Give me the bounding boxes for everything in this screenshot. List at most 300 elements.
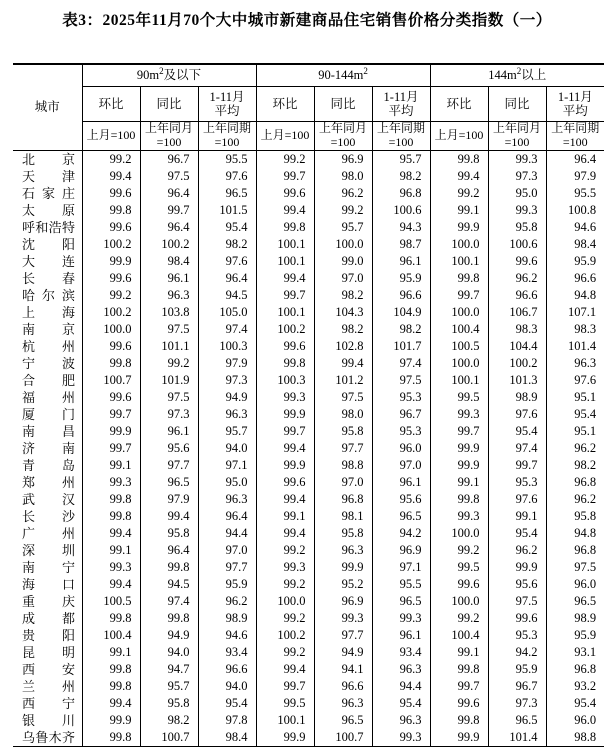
superscript-2: 2 (159, 66, 164, 77)
value-cell: 94.2 (488, 644, 546, 661)
sub-header-mom: 环比 (256, 87, 314, 122)
value-cell: 94.8 (546, 287, 604, 304)
value-cell: 97.0 (372, 457, 430, 474)
value-cell: 100.1 (256, 253, 314, 270)
value-cell: 99.9 (82, 712, 140, 729)
value-cell: 95.9 (372, 270, 430, 287)
header-row-base (13, 122, 604, 151)
table-row (13, 168, 604, 185)
value-cell: 99.8 (430, 661, 488, 678)
value-cell: 97.6 (198, 168, 256, 185)
value-cell: 99.4 (256, 440, 314, 457)
value-cell: 99.8 (256, 355, 314, 372)
value-cell: 99.0 (314, 253, 372, 270)
city-name: 太原 (22, 203, 75, 218)
value-cell: 95.7 (140, 678, 198, 695)
city-cell (13, 151, 82, 169)
value-cell: 95.0 (488, 185, 546, 202)
value-cell: 100.5 (430, 338, 488, 355)
value-cell: 97.7 (140, 457, 198, 474)
value-cell: 95.1 (546, 423, 604, 440)
value-cell: 96.9 (372, 542, 430, 559)
city-cell (13, 661, 82, 678)
value-cell: 96.3 (314, 542, 372, 559)
value-cell: 99.2 (314, 202, 372, 219)
value-cell: 99.8 (82, 661, 140, 678)
city-name: 天津 (22, 169, 75, 184)
value-cell: 95.9 (488, 661, 546, 678)
table-row (13, 304, 604, 321)
value-cell: 100.2 (256, 627, 314, 644)
sub-header-mom: 环比 (82, 87, 140, 122)
value-cell: 96.3 (372, 661, 430, 678)
value-cell: 95.4 (488, 525, 546, 542)
value-cell: 93.1 (546, 644, 604, 661)
table-row (13, 389, 604, 406)
value-cell: 97.4 (198, 321, 256, 338)
value-cell: 100.0 (430, 304, 488, 321)
base-header-prev-month: 上月=100 (430, 122, 488, 151)
value-cell: 99.6 (256, 338, 314, 355)
value-cell: 99.5 (430, 389, 488, 406)
value-cell: 99.4 (82, 695, 140, 712)
value-cell: 94.0 (198, 678, 256, 695)
value-cell: 99.6 (256, 185, 314, 202)
value-cell: 97.0 (198, 542, 256, 559)
value-cell: 96.3 (140, 287, 198, 304)
city-name: 北京 (22, 152, 75, 167)
value-cell: 96.4 (198, 508, 256, 525)
city-cell (13, 372, 82, 389)
value-cell: 96.2 (546, 491, 604, 508)
value-cell: 100.7 (140, 729, 198, 747)
value-cell: 99.8 (82, 678, 140, 695)
city-name: 上海 (22, 305, 75, 320)
value-cell: 99.3 (82, 559, 140, 576)
value-cell: 96.0 (372, 440, 430, 457)
value-cell: 94.5 (140, 576, 198, 593)
value-cell: 97.9 (198, 355, 256, 372)
table-row (13, 202, 604, 219)
table-row (13, 627, 604, 644)
value-cell: 95.6 (372, 491, 430, 508)
value-cell: 100.1 (430, 253, 488, 270)
value-cell: 96.8 (546, 474, 604, 491)
value-cell: 99.4 (82, 525, 140, 542)
city-name: 南京 (22, 322, 75, 337)
city-cell (13, 474, 82, 491)
city-cell (13, 338, 82, 355)
table-row (13, 457, 604, 474)
value-cell: 99.4 (140, 508, 198, 525)
value-cell: 107.1 (546, 304, 604, 321)
value-cell: 94.4 (198, 525, 256, 542)
table-row (13, 491, 604, 508)
value-cell: 95.4 (198, 219, 256, 236)
value-cell: 98.2 (372, 321, 430, 338)
city-name: 重庆 (22, 594, 75, 609)
city-cell (13, 491, 82, 508)
value-cell: 97.7 (314, 440, 372, 457)
value-cell: 101.3 (488, 372, 546, 389)
value-cell: 99.7 (430, 678, 488, 695)
value-cell: 95.1 (546, 389, 604, 406)
value-cell: 102.8 (314, 338, 372, 355)
table-body (13, 151, 604, 747)
city-cell (13, 253, 82, 270)
table-row (13, 321, 604, 338)
table-row (13, 695, 604, 712)
value-cell: 99.8 (430, 270, 488, 287)
table-header (13, 64, 604, 151)
city-name: 兰州 (22, 679, 75, 694)
city-cell (13, 168, 82, 185)
table-row (13, 644, 604, 661)
city-name: 深圳 (22, 543, 75, 558)
value-cell: 97.6 (488, 406, 546, 423)
value-cell: 97.3 (488, 695, 546, 712)
value-cell: 99.3 (256, 389, 314, 406)
value-cell: 94.9 (198, 389, 256, 406)
value-cell: 97.3 (140, 406, 198, 423)
city-cell (13, 236, 82, 253)
superscript-2: 2 (516, 66, 522, 77)
value-cell: 96.2 (488, 270, 546, 287)
value-cell: 99.7 (256, 168, 314, 185)
value-cell: 105.0 (198, 304, 256, 321)
table-row (13, 559, 604, 576)
table-row (13, 151, 604, 169)
value-cell: 94.0 (140, 644, 198, 661)
value-cell: 94.8 (546, 525, 604, 542)
value-cell: 99.2 (256, 576, 314, 593)
value-cell: 94.0 (198, 440, 256, 457)
value-cell: 99.8 (430, 712, 488, 729)
value-cell: 97.3 (198, 372, 256, 389)
value-cell: 96.3 (314, 695, 372, 712)
value-cell: 95.3 (488, 627, 546, 644)
value-cell: 99.6 (82, 389, 140, 406)
value-cell: 99.8 (82, 202, 140, 219)
value-cell: 99.6 (488, 253, 546, 270)
value-cell: 99.9 (430, 457, 488, 474)
value-cell: 100.2 (488, 355, 546, 372)
value-cell: 97.9 (546, 168, 604, 185)
base-header-same-period-last-year: 上年同期 =100 (198, 122, 256, 151)
city-cell (13, 678, 82, 695)
value-cell: 94.6 (198, 627, 256, 644)
value-cell: 96.6 (372, 287, 430, 304)
value-cell: 96.7 (140, 151, 198, 169)
value-cell: 99.2 (82, 287, 140, 304)
value-cell: 100.2 (82, 304, 140, 321)
value-cell: 100.2 (140, 236, 198, 253)
city-name: 福州 (22, 390, 75, 405)
value-cell: 93.2 (546, 678, 604, 695)
value-cell: 99.2 (140, 355, 198, 372)
group-header-90-and-below: $90m^2$及以下 (82, 64, 256, 87)
value-cell: 98.2 (314, 321, 372, 338)
base-header-prev-month: 上月=100 (82, 122, 140, 151)
value-cell: 99.4 (430, 168, 488, 185)
base-header-same-period-last-year: 上年同期 =100 (372, 122, 430, 151)
value-cell: 99.8 (82, 610, 140, 627)
value-cell: 99.2 (256, 644, 314, 661)
city-cell (13, 542, 82, 559)
value-cell: 99.1 (488, 508, 546, 525)
value-cell: 100.3 (198, 338, 256, 355)
value-cell: 100.1 (256, 712, 314, 729)
value-cell: 95.8 (314, 423, 372, 440)
value-cell: 95.8 (140, 525, 198, 542)
value-cell: 95.3 (372, 389, 430, 406)
value-cell: 99.7 (256, 678, 314, 695)
value-cell: 99.7 (256, 423, 314, 440)
value-cell: 99.3 (488, 151, 546, 169)
value-cell: 98.8 (314, 457, 372, 474)
table-row (13, 287, 604, 304)
value-cell: 99.3 (372, 610, 430, 627)
value-cell: 103.8 (140, 304, 198, 321)
value-cell: 98.4 (198, 729, 256, 747)
value-cell: 98.8 (546, 729, 604, 747)
value-cell: 99.5 (430, 559, 488, 576)
value-cell: 97.4 (488, 440, 546, 457)
value-cell: 95.9 (546, 627, 604, 644)
value-cell: 99.7 (82, 406, 140, 423)
value-cell: 99.9 (430, 440, 488, 457)
value-cell: 97.3 (488, 168, 546, 185)
value-cell: 100.4 (430, 627, 488, 644)
city-name: 广州 (22, 526, 75, 541)
value-cell: 99.2 (430, 610, 488, 627)
value-cell: 96.2 (198, 593, 256, 610)
value-cell: 99.4 (256, 525, 314, 542)
city-name: 厦门 (22, 407, 75, 422)
value-cell: 96.5 (488, 712, 546, 729)
city-name: 合肥 (22, 373, 75, 388)
table-row (13, 253, 604, 270)
value-cell: 99.4 (256, 270, 314, 287)
city-cell (13, 508, 82, 525)
value-cell: 104.4 (488, 338, 546, 355)
value-cell: 94.6 (546, 219, 604, 236)
value-cell: 99.4 (256, 661, 314, 678)
city-cell (13, 695, 82, 712)
city-name: 大连 (22, 254, 75, 269)
value-cell: 99.6 (82, 270, 140, 287)
value-cell: 97.5 (140, 389, 198, 406)
page-title: 表3：2025年11月70个大中城市新建商品住宅销售价格分类指数（一） (62, 12, 552, 29)
value-cell: 99.2 (430, 542, 488, 559)
value-cell: 97.1 (198, 457, 256, 474)
table-row (13, 338, 604, 355)
sub-header-yoy: 同比 (314, 87, 372, 122)
value-cell: 98.9 (546, 610, 604, 627)
city-name: 海口 (22, 577, 75, 592)
value-cell: 99.6 (82, 219, 140, 236)
value-cell: 96.1 (372, 253, 430, 270)
value-cell: 97.6 (488, 491, 546, 508)
value-cell: 93.4 (198, 644, 256, 661)
value-cell: 99.6 (256, 474, 314, 491)
value-cell: 100.0 (314, 236, 372, 253)
value-cell: 95.4 (198, 695, 256, 712)
value-cell: 96.4 (198, 270, 256, 287)
city-name: 西安 (22, 662, 75, 677)
value-cell: 97.5 (140, 168, 198, 185)
value-cell: 96.8 (372, 185, 430, 202)
value-cell: 98.4 (140, 253, 198, 270)
city-name: 银川 (22, 713, 75, 728)
city-cell (13, 644, 82, 661)
value-cell: 96.5 (372, 508, 430, 525)
city-cell (13, 627, 82, 644)
value-cell: 99.3 (82, 474, 140, 491)
value-cell: 96.7 (372, 406, 430, 423)
value-cell: 100.0 (430, 236, 488, 253)
city-name: 南宁 (22, 560, 75, 575)
base-header-same-period-last-year: 上年同期 =100 (546, 122, 604, 151)
city-name: 西宁 (22, 696, 75, 711)
sub-header-yoy: 同比 (488, 87, 546, 122)
value-cell: 94.1 (314, 661, 372, 678)
value-cell: 99.7 (488, 457, 546, 474)
value-cell: 100.1 (256, 304, 314, 321)
value-cell: 99.4 (82, 576, 140, 593)
value-cell: 95.6 (488, 576, 546, 593)
group-header-90-144: $90-144m^2$ (256, 64, 430, 87)
city-name: 贵阳 (22, 628, 75, 643)
value-cell: 96.6 (488, 287, 546, 304)
table-row (13, 542, 604, 559)
value-cell: 99.2 (256, 542, 314, 559)
value-cell: 96.5 (314, 712, 372, 729)
city-name: 郑州 (22, 475, 75, 490)
value-cell: 100.0 (430, 593, 488, 610)
city-cell (13, 423, 82, 440)
value-cell: 98.4 (546, 236, 604, 253)
value-cell: 98.2 (372, 168, 430, 185)
table-row (13, 185, 604, 202)
value-cell: 96.7 (488, 678, 546, 695)
city-name: 昆明 (22, 645, 75, 660)
value-cell: 96.6 (198, 661, 256, 678)
value-cell: 95.4 (546, 695, 604, 712)
value-cell: 97.5 (314, 389, 372, 406)
value-cell: 95.7 (198, 423, 256, 440)
value-cell: 95.5 (372, 576, 430, 593)
value-cell: 100.8 (546, 202, 604, 219)
table-row (13, 474, 604, 491)
value-cell: 99.1 (430, 202, 488, 219)
city-name: 武汉 (22, 492, 75, 507)
value-cell: 96.8 (546, 542, 604, 559)
table-row (13, 610, 604, 627)
value-cell: 100.3 (256, 372, 314, 389)
table-row (13, 508, 604, 525)
city-cell (13, 712, 82, 729)
value-cell: 96.5 (372, 593, 430, 610)
value-cell: 96.6 (546, 270, 604, 287)
city-cell (13, 729, 82, 747)
value-cell: 96.0 (546, 712, 604, 729)
value-cell: 95.4 (372, 695, 430, 712)
value-cell: 97.4 (372, 355, 430, 372)
value-cell: 100.2 (256, 321, 314, 338)
value-cell: 96.1 (140, 270, 198, 287)
value-cell: 100.0 (430, 525, 488, 542)
value-cell: 99.8 (82, 491, 140, 508)
city-name: 石家庄 (22, 186, 75, 201)
value-cell: 96.4 (546, 151, 604, 169)
value-cell: 95.4 (488, 423, 546, 440)
price-index-table (13, 63, 604, 747)
value-cell: 100.0 (430, 355, 488, 372)
value-cell: 94.3 (372, 219, 430, 236)
value-cell: 97.0 (314, 270, 372, 287)
table-row (13, 423, 604, 440)
value-cell: 99.9 (256, 457, 314, 474)
city-cell (13, 304, 82, 321)
value-cell: 96.1 (372, 474, 430, 491)
city-name: 杭州 (22, 339, 75, 354)
value-cell: 96.1 (140, 423, 198, 440)
value-cell: 98.7 (372, 236, 430, 253)
value-cell: 99.8 (82, 355, 140, 372)
value-cell: 97.6 (198, 253, 256, 270)
value-cell: 96.5 (198, 185, 256, 202)
sub-header-avg: 1-11月 平均 (372, 87, 430, 122)
table-row (13, 440, 604, 457)
value-cell: 94.2 (372, 525, 430, 542)
value-cell: 95.2 (314, 576, 372, 593)
table-row (13, 270, 604, 287)
value-cell: 97.8 (198, 712, 256, 729)
value-cell: 99.4 (256, 491, 314, 508)
value-cell: 98.2 (140, 712, 198, 729)
value-cell: 104.9 (372, 304, 430, 321)
value-cell: 96.4 (140, 185, 198, 202)
value-cell: 101.4 (488, 729, 546, 747)
value-cell: 94.9 (140, 627, 198, 644)
value-cell: 95.8 (140, 695, 198, 712)
table-row (13, 525, 604, 542)
city-cell (13, 593, 82, 610)
value-cell: 97.4 (140, 593, 198, 610)
value-cell: 96.3 (198, 406, 256, 423)
value-cell: 98.0 (314, 168, 372, 185)
value-cell: 96.2 (488, 542, 546, 559)
value-cell: 99.1 (256, 508, 314, 525)
value-cell: 99.9 (82, 253, 140, 270)
value-cell: 100.7 (82, 372, 140, 389)
value-cell: 96.3 (546, 355, 604, 372)
city-cell (13, 389, 82, 406)
sub-header-avg: 1-11月 平均 (546, 87, 604, 122)
value-cell: 95.9 (198, 576, 256, 593)
base-header-prev-month: 上月=100 (256, 122, 314, 151)
value-cell: 96.0 (546, 576, 604, 593)
value-cell: 99.8 (140, 610, 198, 627)
value-cell: 95.0 (198, 474, 256, 491)
city-name: 青岛 (22, 458, 75, 473)
value-cell: 104.3 (314, 304, 372, 321)
value-cell: 96.3 (198, 491, 256, 508)
value-cell: 101.5 (198, 202, 256, 219)
table-row (13, 406, 604, 423)
value-cell: 97.5 (488, 593, 546, 610)
